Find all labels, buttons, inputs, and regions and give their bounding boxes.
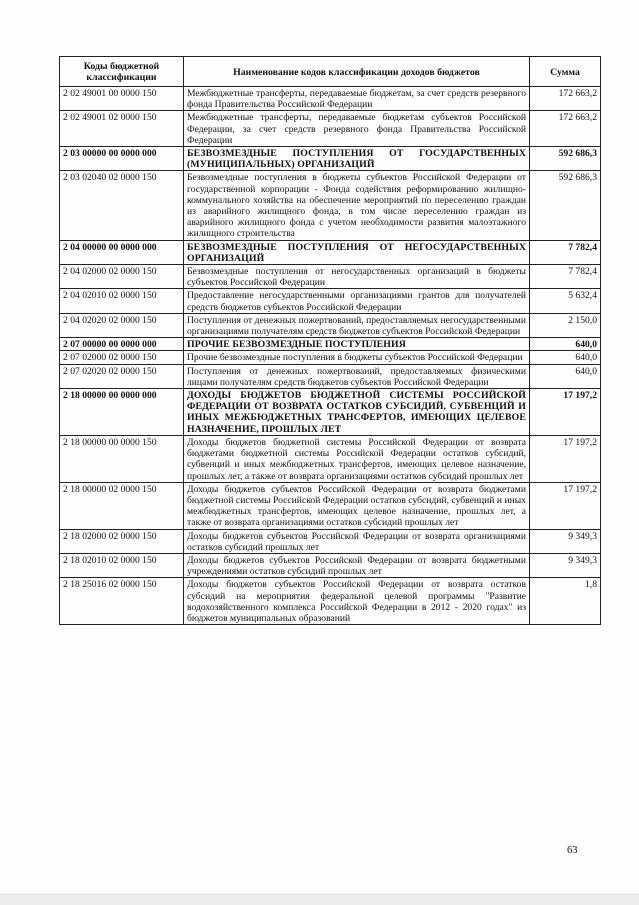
classification-code: 2 02 49001 00 0000 150 <box>60 87 184 111</box>
classification-name: Безвозмездные поступления от негосударственных организаций в бюджеты субъектов Российской Федерации <box>184 265 530 289</box>
scan-edge <box>0 893 639 905</box>
classification-name: Межбюджетные трансферты, передаваемые бюджетам субъектов Российской Федерации, за счет средств резервного фонда Правительства Российской Федерации <box>184 111 530 147</box>
section-row <box>60 147 601 171</box>
amount: 7 782,4 <box>530 240 601 264</box>
classification-code: 2 03 02040 02 0000 150 <box>60 171 184 240</box>
table-row <box>60 351 601 364</box>
classification-name: Предоставление негосударственными организациями грантов для получателей средств бюджетов субъектов Российской Федерации <box>184 289 530 313</box>
table-row <box>60 265 601 289</box>
classification-name: Поступления от денежных пожертвований, предоставляемых негосударственными организациями получателям средств бюджетов субъектов Российской Федерации <box>184 313 530 337</box>
table-row <box>60 364 601 388</box>
section-row <box>60 389 601 436</box>
page-number: 63 <box>567 845 578 856</box>
header-sum: Сумма <box>530 57 601 87</box>
amount: 7 782,4 <box>530 265 601 289</box>
classification-code: 2 18 25016 02 0000 150 <box>60 578 184 625</box>
classification-code: 2 04 00000 00 0000 000 <box>60 240 184 264</box>
classification-code: 2 04 02000 02 0000 150 <box>60 265 184 289</box>
header-name: Наименование кодов классификации доходов бюджетов <box>184 57 530 87</box>
amount: 9 349,3 <box>530 553 601 577</box>
amount: 172 663,2 <box>530 87 601 111</box>
classification-name: Доходы бюджетов субъектов Российской Федерации от возврата бюджетами бюджетной системы Российской Федерации остатков субсидий, субвенций и иных межбюджетных трансфертов, имеющих целевое назначение, прошлых лет, а также от возврата организациями остатков субсидий прошлых лет <box>184 482 530 529</box>
classification-code: 2 18 02000 02 0000 150 <box>60 529 184 553</box>
amount: 17 197,2 <box>530 389 601 436</box>
amount: 2 150,0 <box>530 313 601 337</box>
classification-name: ПРОЧИЕ БЕЗВОЗМЕЗДНЫЕ ПОСТУПЛЕНИЯ <box>184 338 530 351</box>
table-row <box>60 313 601 337</box>
amount: 5 632,4 <box>530 289 601 313</box>
header-code: Коды бюджетной классификации <box>60 57 184 87</box>
classification-name: Безвозмездные поступления в бюджеты субъектов Российской Федерации от государственной корпорации - Фонда содействия реформированию жилищно-коммунального хозяйства на обеспечение мероприятий по переселению граждан из аварийного жилищного фонда, в том числе переселению граждан из аварийного жилищного фонда с учетом необходимости развития малоэтажного жилищного строительства <box>184 171 530 240</box>
table-row <box>60 529 601 553</box>
classification-name: Доходы бюджетов субъектов Российской Федерации от возврата организациями остатков субсидий прошлых лет <box>184 529 530 553</box>
amount: 17 197,2 <box>530 435 601 482</box>
classification-code: 2 07 00000 00 0000 000 <box>60 338 184 351</box>
amount: 640,0 <box>530 338 601 351</box>
classification-name: Межбюджетные трансферты, передаваемые бюджетам, за счет средств резервного фонда Правительства Российской Федерации <box>184 87 530 111</box>
table-row <box>60 111 601 147</box>
classification-name: Доходы бюджетов субъектов Российской Федерации от возврата бюджетными учреждениями остатков субсидий прошлых лет <box>184 553 530 577</box>
amount: 640,0 <box>530 351 601 364</box>
amount: 172 663,2 <box>530 111 601 147</box>
classification-code: 2 03 00000 00 0000 000 <box>60 147 184 171</box>
classification-code: 2 18 02010 02 0000 150 <box>60 553 184 577</box>
section-row <box>60 240 601 264</box>
classification-code: 2 18 00000 02 0000 150 <box>60 482 184 529</box>
classification-code: 2 04 02020 02 0000 150 <box>60 313 184 337</box>
amount: 1,8 <box>530 578 601 625</box>
table-row <box>60 578 601 625</box>
table-row <box>60 482 601 529</box>
classification-name: Поступления от денежных пожертвований, предоставляемых физическими лицами получателям средств бюджетов субъектов Российской Федерации <box>184 364 530 388</box>
classification-name: БЕЗВОЗМЕЗДНЫЕ ПОСТУПЛЕНИЯ ОТ ГОСУДАРСТВЕННЫХ (МУНИЦИПАЛЬНЫХ) ОРГАНИЗАЦИЙ <box>184 147 530 171</box>
classification-code: 2 07 02000 02 0000 150 <box>60 351 184 364</box>
table-row <box>60 435 601 482</box>
amount: 592 686,3 <box>530 171 601 240</box>
classification-code: 2 18 00000 00 0000 150 <box>60 435 184 482</box>
classification-name: Доходы бюджетов субъектов Российской Федерации от возврата остатков субсидий на мероприятия федеральной целевой программы "Развитие водохозяйственного комплекса Российской Федерации в 2012 - 2020 годах" из бюджетов муниципальных образований <box>184 578 530 625</box>
amount: 9 349,3 <box>530 529 601 553</box>
section-row <box>60 338 601 351</box>
amount: 17 197,2 <box>530 482 601 529</box>
classification-name: Доходы бюджетов бюджетной системы Российской Федерации от возврата бюджетами бюджетной системы Российской Федерации остатков субсидий, субвенций и иных межбюджетных трансфертов, имеющих целевое назначение, прошлых лет, а также от возврата организациями остатков субсидий прошлых лет <box>184 435 530 482</box>
table-row <box>60 289 601 313</box>
amount: 640,0 <box>530 364 601 388</box>
classification-code: 2 02 49001 02 0000 150 <box>60 111 184 147</box>
amount: 592 686,3 <box>530 147 601 171</box>
table-header-row <box>60 57 601 87</box>
classification-code: 2 07 02020 02 0000 150 <box>60 364 184 388</box>
table-body <box>60 87 601 625</box>
classification-code: 2 04 02010 02 0000 150 <box>60 289 184 313</box>
classification-name: Прочие безвозмездные поступления в бюджеты субъектов Российской Федерации <box>184 351 530 364</box>
classification-code: 2 18 00000 00 0000 000 <box>60 389 184 436</box>
table-row <box>60 171 601 240</box>
budget-revenue-table <box>59 56 601 625</box>
classification-name: ДОХОДЫ БЮДЖЕТОВ БЮДЖЕТНОЙ СИСТЕМЫ РОССИЙСКОЙ ФЕДЕРАЦИИ ОТ ВОЗВРАТА ОСТАТКОВ СУБСИДИЙ, СУБВЕНЦИЙ И ИНЫХ МЕЖБЮДЖЕТНЫХ ТРАНСФЕРТОВ, ИМЕЮЩИХ ЦЕЛЕВОЕ НАЗНАЧЕНИЕ, ПРОШЛЫХ ЛЕТ <box>184 389 530 436</box>
table-row <box>60 87 601 111</box>
table-row <box>60 553 601 577</box>
classification-name: БЕЗВОЗМЕЗДНЫЕ ПОСТУПЛЕНИЯ ОТ НЕГОСУДАРСТВЕННЫХ ОРГАНИЗАЦИЙ <box>184 240 530 264</box>
